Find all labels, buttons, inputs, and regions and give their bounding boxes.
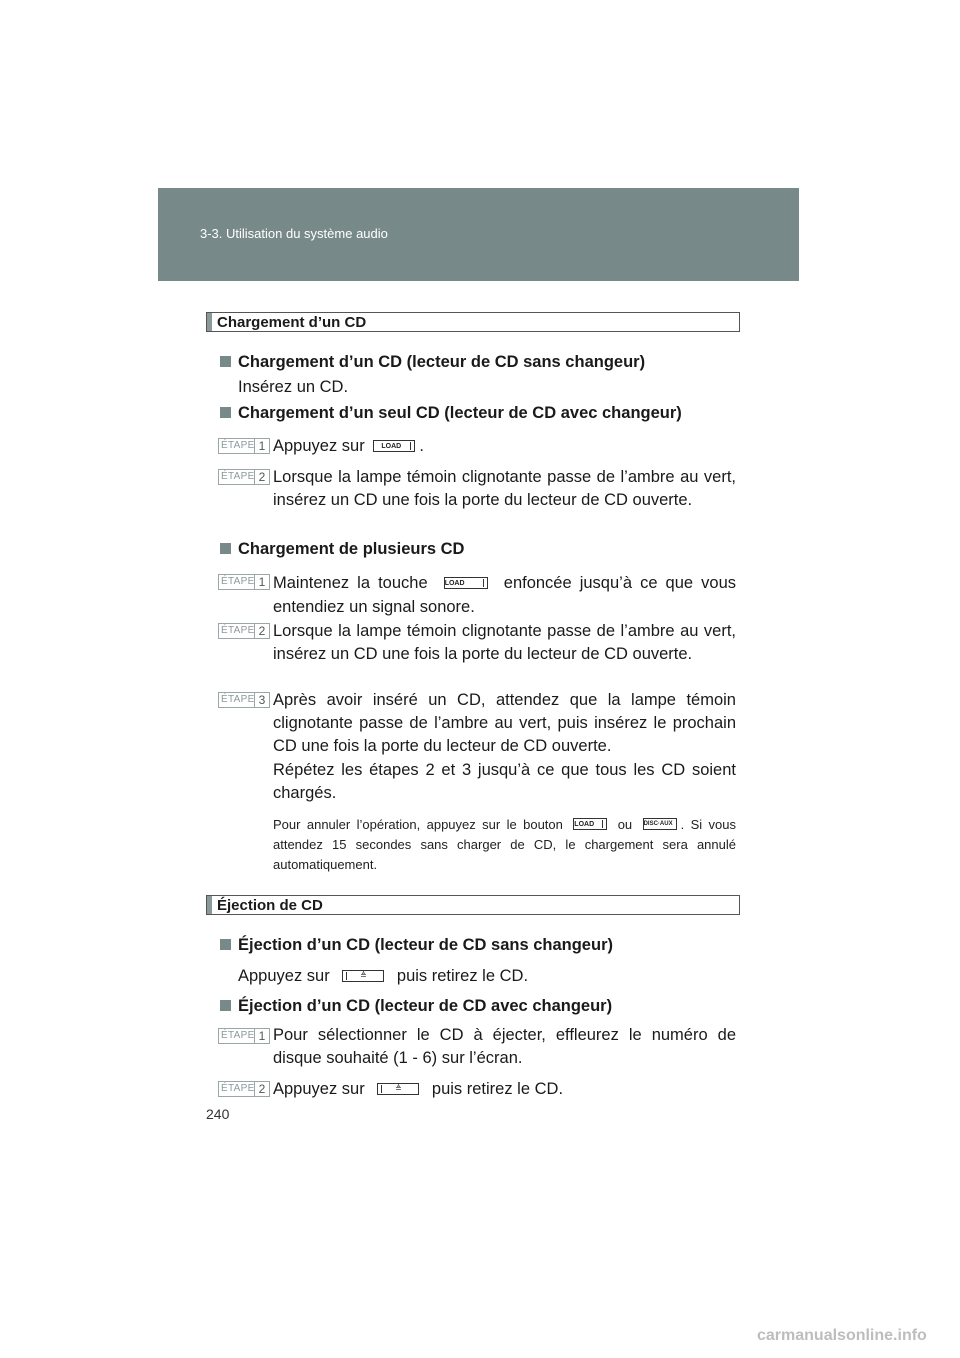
square-bullet-icon	[220, 1000, 231, 1011]
subheading-no-changer: Chargement d’un CD (lecteur de CD sans changeur)	[220, 351, 740, 374]
section-title-bar-loading	[206, 312, 740, 332]
disc-aux-key-icon: DISC·AUX	[643, 818, 677, 830]
step-text: Pour sélectionner le CD à éjecter, effleurez le numéro de disque souhaité (1 - 6) sur l’écran.	[273, 1026, 736, 1067]
step-badge-1: ÉTAPE 1	[218, 574, 270, 590]
subheading-single-changer: Chargement d’un seul CD (lecteur de CD avec changeur)	[220, 402, 740, 425]
step-badge-1: ÉTAPE 1	[218, 438, 270, 454]
square-bullet-icon	[220, 939, 231, 950]
step-text: Après avoir inséré un CD, attendez que la lampe témoin clignotante passe de l’ambre au vert, puis insérez le prochain CD une fois la porte du lecteur de CD ouverte.	[273, 691, 736, 755]
chapter-header-band	[158, 188, 799, 281]
cancel-note: Pour annuler l’opération, appuyez sur le bouton LOAD ou DISC·AUX . Si vous attendez 15 secondes sans charger de CD, le chargement sera annulé automatiquement.	[273, 817, 736, 872]
step-badge-1: ÉTAPE 1	[218, 1028, 270, 1044]
step-text: Lorsque la lampe témoin clignotante passe de l’ambre au vert, insérez un CD une fois la porte du lecteur de CD ouverte.	[273, 622, 736, 663]
step-text: Maintenez la touche LOAD enfoncée jusqu’à ce que vous entendiez un signal sonore.	[273, 574, 736, 616]
section-title: Éjection de CD	[217, 897, 323, 914]
section-tab-marker	[207, 896, 212, 914]
section-tab-marker	[207, 313, 212, 331]
chapter-title: 3-3. Utilisation du système audio	[200, 226, 388, 241]
step-badge-2: ÉTAPE 2	[218, 469, 270, 485]
eject-key-icon: ≜	[377, 1083, 419, 1095]
instruction-eject: Appuyez sur ≜ puis retirez le CD.	[238, 967, 529, 985]
watermark: carmanualsonline.info	[757, 1327, 927, 1344]
step-text-repeat: Répétez les étapes 2 et 3 jusqu’à ce que tous les CD soient chargés.	[273, 761, 736, 802]
step-badge-2: ÉTAPE 2	[218, 1081, 270, 1097]
square-bullet-icon	[220, 407, 231, 418]
step-text: Lorsque la lampe témoin clignotante passe de l’ambre au vert, insérez un CD une fois la porte du lecteur de CD ouverte.	[273, 468, 736, 509]
subheading-eject-changer: Éjection d’un CD (lecteur de CD avec changeur)	[220, 995, 740, 1018]
eject-key-icon: ≜	[342, 970, 384, 982]
instruction-insert-cd: Insérez un CD.	[238, 378, 349, 396]
square-bullet-icon	[220, 356, 231, 367]
section-title: Chargement d’un CD	[217, 314, 367, 331]
subheading-eject-no-changer: Éjection d’un CD (lecteur de CD sans changeur)	[220, 934, 740, 957]
load-key-icon: LOAD	[373, 440, 415, 452]
square-bullet-icon	[220, 543, 231, 554]
load-key-icon: LOAD	[573, 818, 607, 830]
load-key-icon: LOAD	[444, 577, 488, 589]
subheading-multiple: Chargement de plusieurs CD	[220, 538, 740, 561]
step-text: Appuyez sur LOAD .	[273, 437, 424, 455]
step-badge-2: ÉTAPE 2	[218, 623, 270, 639]
section-title-bar-ejection	[206, 895, 740, 915]
step-text: Appuyez sur ≜ puis retirez le CD.	[273, 1080, 564, 1098]
page-number: 240	[206, 1106, 230, 1122]
step-badge-3: ÉTAPE 3	[218, 692, 270, 708]
